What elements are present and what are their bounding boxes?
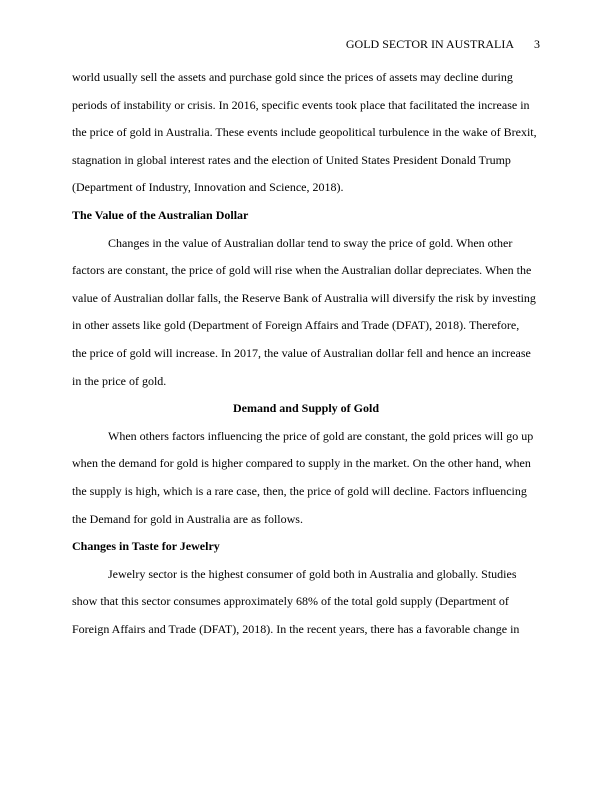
text-line: value of Australian dollar falls, the Reserve Bank of Australia will diversify the risk by investing (72, 290, 536, 305)
text-line: When others factors influencing the price of gold are constant, the gold prices will go up (108, 428, 534, 443)
text-line: the supply is high, which is a rare case, then, the price of gold will decline. Factors influencing (72, 483, 527, 498)
running-header (346, 36, 540, 52)
paragraph-australian-dollar (72, 230, 540, 396)
text-line: stagnation in global interest rates and the election of United States President Donald Trump (72, 152, 511, 167)
text-line: periods of instability or crisis. In 2016, specific events took place that facilitated the increase in (72, 97, 530, 112)
text-line: world usually sell the assets and purchase gold since the prices of assets may decline during (72, 70, 513, 84)
text-line: in the price of gold. (72, 373, 167, 388)
paragraph-gold-safe-haven (72, 64, 540, 202)
section-heading-demand-supply: Demand and Supply of Gold (232, 401, 380, 416)
text-line: when the demand for gold is higher compared to supply in the market. On the other hand, when (72, 456, 531, 471)
text-line: show that this sector consumes approximately 68% of the total gold supply (Department of (72, 594, 509, 609)
text-line: Changes in the value of Australian dollar tend to sway the price of gold. When other (108, 235, 513, 250)
text-line: Jewelry sector is the highest consumer of gold both in Australia and globally. Studies (108, 566, 517, 581)
page-number: 3 (534, 37, 540, 51)
text-line: the price of gold will increase. In 2017, the value of Australian dollar fell and hence an increase (72, 345, 531, 360)
header-title: GOLD SECTOR IN AUSTRALIA (345, 37, 514, 51)
section-heading-australian-dollar: The Value of the Australian Dollar (72, 207, 249, 222)
text-line: the Demand for gold in Australia are as follows. (72, 511, 303, 526)
text-line: factors are constant, the price of gold will rise when the Australian dollar depreciates. When the (72, 263, 532, 278)
paragraph-jewelry (72, 561, 540, 644)
document-body (72, 64, 540, 643)
text-line: Foreign Affairs and Trade (DFAT), 2018). In the recent years, there has a favorable change in (72, 621, 520, 636)
text-line: in other assets like gold (Department of Foreign Affairs and Trade (DFAT), 2018). Therefore, (72, 318, 520, 333)
section-heading-jewelry: Changes in Taste for Jewelry (72, 539, 220, 554)
text-line: the price of gold in Australia. These events include geopolitical turbulence in the wake of Brexit, (72, 125, 537, 140)
text-line: (Department of Industry, Innovation and Science, 2018). (72, 180, 344, 195)
paragraph-demand-supply (72, 423, 540, 533)
